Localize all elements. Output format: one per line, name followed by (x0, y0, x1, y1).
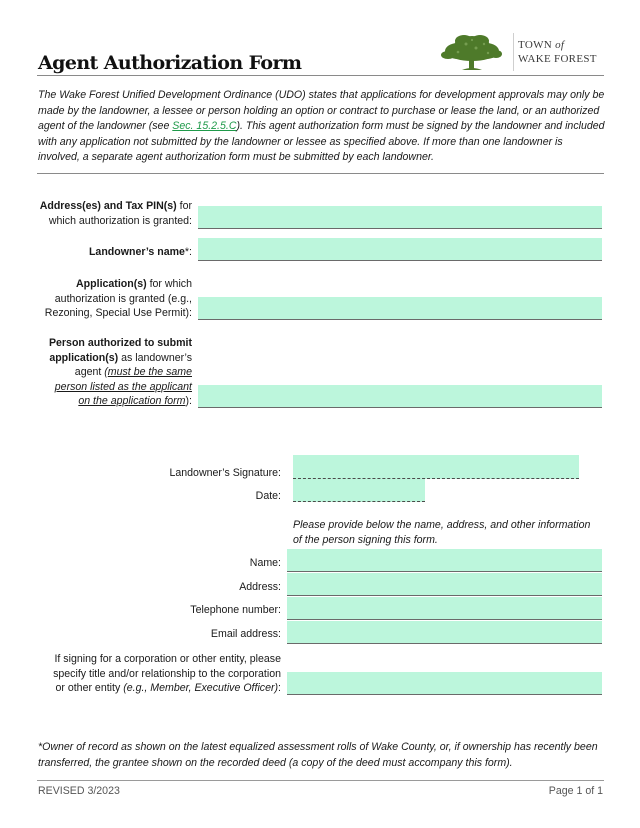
intro-text: The Wake Forest Unified Development Ordinance (UDO) states that applications for development approvals may only be made by the landowner, a lessee or person holding an option or contract to purchase or lease the land, or an authorized agent of the landowner (see (38, 89, 605, 133)
signer-info-note: Please provide below the name, address, and other information of the person signing this form. (293, 519, 591, 546)
signer-address-label: Address: (239, 581, 281, 593)
logo-divider (513, 33, 514, 71)
logo-of: of (555, 39, 565, 51)
agent-label (12, 336, 192, 409)
logo-wake-forest: WAKE FOREST (518, 53, 597, 65)
applications-label-line3: Rezoning, Special Use Permit): (44, 307, 192, 319)
agent-label-emph1: must be the same (107, 366, 192, 378)
signature-input[interactable] (293, 455, 579, 478)
signer-name-input[interactable] (287, 549, 602, 571)
intro-paragraph (38, 88, 606, 166)
address-label-bold: Address(es) and Tax PIN(s) (39, 200, 177, 212)
date-field[interactable] (293, 479, 425, 502)
applications-input[interactable] (198, 297, 602, 319)
agent-label-bold2: application(s) (49, 351, 119, 364)
town-logo-text (518, 38, 597, 66)
date-label: Date: (255, 490, 281, 502)
signer-email-input[interactable] (287, 621, 602, 643)
address-input[interactable] (198, 206, 602, 228)
agent-label-close: ): (185, 395, 192, 407)
address-label-rest: for (176, 200, 192, 212)
landowner-name-label (12, 245, 192, 260)
signer-title-label-line3: or other entity (55, 682, 124, 694)
signer-title-label-example: (e.g., Member, Executive Officer) (123, 682, 279, 694)
header-divider (37, 75, 604, 76)
signer-address-field[interactable] (287, 573, 602, 596)
oak-tree-icon (440, 32, 504, 72)
signer-email-label: Email address: (210, 628, 281, 640)
footer-divider (37, 780, 604, 781)
signer-name-field[interactable] (287, 549, 602, 572)
landowner-name-field[interactable] (198, 238, 602, 261)
signer-phone-label: Telephone number: (190, 604, 281, 616)
agent-label-bold1: Person authorized to submit (48, 337, 192, 349)
agent-label-emph3: on the application form (78, 395, 186, 407)
applications-field[interactable] (198, 297, 602, 320)
signer-title-label-line1: If signing for a corporation or other entity, please (54, 653, 281, 665)
revised-date: REVISED 3/2023 (38, 785, 120, 797)
signer-name-label: Name: (249, 557, 281, 569)
address-label (12, 199, 192, 228)
applications-label (12, 277, 192, 321)
agent-label-emph2: person listed as the applicant (54, 380, 192, 393)
signer-address-input[interactable] (287, 573, 602, 595)
signature-label: Landowner’s Signature: (169, 467, 281, 479)
owner-footnote: *Owner of record as shown on the latest equalized assessment rolls of Wake County, or, if ownership has recently been transferred, the grantee shown on the recorded deed (a copy of the deed must accompany this form). (38, 741, 598, 769)
signer-phone-input[interactable] (287, 597, 602, 619)
logo-town: TOWN (518, 39, 552, 51)
signature-field[interactable] (293, 455, 579, 479)
address-label-line2: which authorization is granted: (48, 214, 192, 227)
applications-label-rest: for which (146, 278, 192, 290)
udo-section-link[interactable]: Sec. 15.2.5.C (172, 120, 237, 133)
signer-title-field[interactable] (287, 672, 602, 695)
address-field[interactable] (198, 206, 602, 229)
applications-label-line2: authorization is granted (e.g., (54, 292, 192, 305)
agent-label-rest2: as landowner’s (118, 351, 192, 364)
landowner-name-input[interactable] (198, 238, 602, 260)
signer-title-label (21, 652, 281, 696)
landowner-name-label-bold: Landowner’s name (88, 246, 185, 258)
agent-input[interactable] (198, 385, 602, 407)
intro-divider (37, 173, 604, 174)
agent-field[interactable] (198, 385, 602, 408)
agent-label-line3: agent (74, 366, 105, 378)
agent-label-paren: ( (104, 366, 108, 378)
landowner-name-label-rest: *: (184, 246, 192, 258)
intro-text-cont: ). This agent authorization form must be signed by the landowner and included with any application not submitted by the landowner or lessee as specified above. If more than one landowner is involved, a separate agent authorization form must be submitted by each landowner. (38, 120, 605, 164)
signer-title-label-line2: specify title and/or relationship to the corporation (53, 667, 281, 680)
date-input[interactable] (293, 479, 425, 501)
signer-title-input[interactable] (287, 672, 602, 694)
signer-phone-field[interactable] (287, 597, 602, 620)
applications-label-bold: Application(s) (76, 278, 147, 290)
page-number: Page 1 of 1 (548, 785, 603, 797)
signer-title-label-colon: : (278, 682, 281, 694)
signer-email-field[interactable] (287, 621, 602, 644)
page-title: Agent Authorization Form (38, 52, 302, 74)
